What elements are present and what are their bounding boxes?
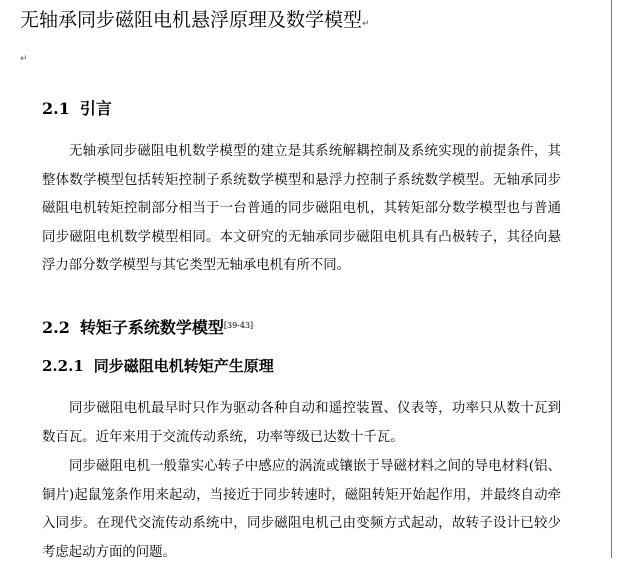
citation-reference: [39-43] (223, 321, 254, 330)
section-number: 2.2 (42, 318, 70, 337)
subsection-heading-torque-principle (42, 354, 274, 378)
section-heading-intro (42, 97, 112, 121)
subsection-title: 同步磁阻电机转矩产生原理 (93, 357, 274, 375)
torque-principle-paragraph-1: 同步磁阻电机最早时只作为驱动各种自动和遥控装置、仪表等，功率只从数十瓦到数百瓦。近年来用于交流传动系统，功率等级已达数十千瓦。 (42, 401, 561, 445)
subsection-number: 2.2.1 (42, 357, 84, 375)
section-title: 引言 (79, 99, 112, 118)
page-right-edge (611, 0, 612, 558)
empty-paragraph-mark: ↵ (20, 54, 28, 64)
torque-principle-paragraph-2: 同步磁阻电机一般靠实心转子中感应的涡流或镶嵌于导磁材料之间的导电材料(铝、铜片)起鼠笼条作用来起动，当接近于同步转速时，磁阻转矩开始起作用，并最终自动牵入同步。在现代交流传动系统中，同步磁阻电机己由变频方式起动，故转子设计已较少考虑起动方面的问题。 (42, 459, 561, 560)
intro-paragraph: 无轴承同步磁阻电机数学模型的建立是其系统解耦控制及系统实现的前提条件，其整体数学模型包括转矩控制子系统数学模型和悬浮力控制子系统数学模型。无轴承同步磁阻电机转矩控制部分相当于一台普通的同步磁阻电机，其转矩部分数学模型也与普通同步磁阻电机数学模型相同。本文研究的无轴承同步磁阻电机具有凸极转子，其径向悬浮力部分数学模型与其它类型无轴承电机有所不同。 (42, 144, 561, 274)
paragraph-mark: ↵ (362, 19, 370, 29)
document-title (20, 6, 370, 38)
section-number: 2.1 (42, 99, 70, 118)
section-title: 转矩子系统数学模型 (79, 318, 224, 337)
section-heading-torque (42, 316, 253, 340)
document-title-text: 无轴承同步磁阻电机悬浮原理及数学模型 (20, 9, 363, 31)
